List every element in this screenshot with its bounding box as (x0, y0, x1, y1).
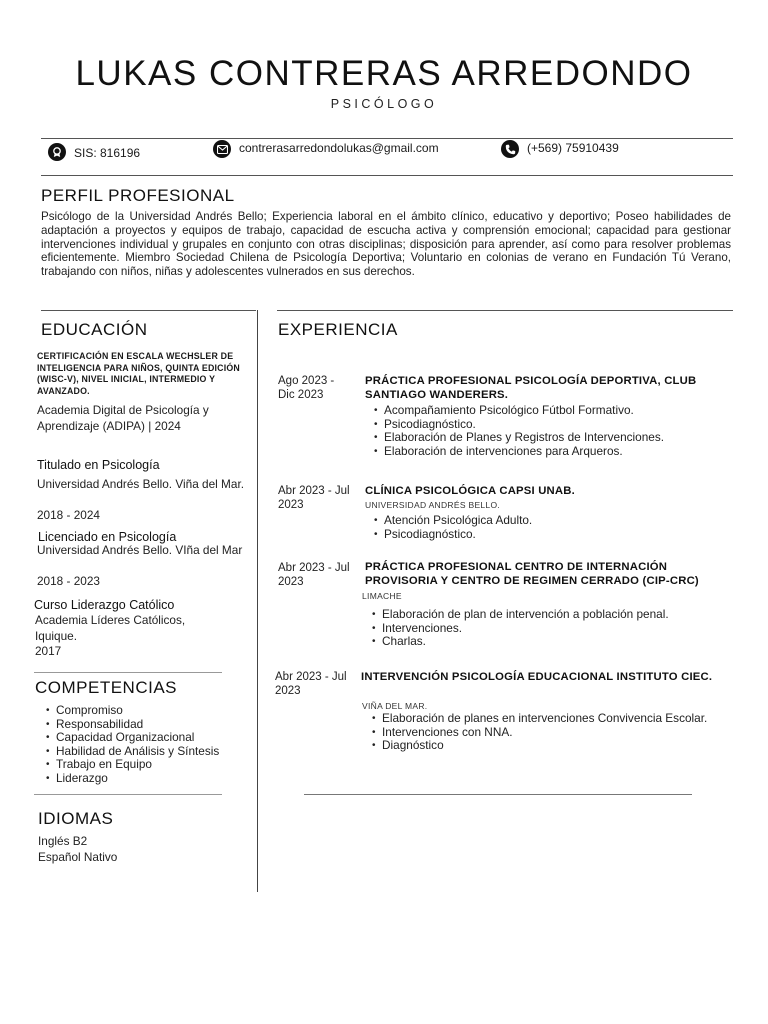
education-title: EDUCACIÓN (41, 320, 148, 339)
column-divider (257, 310, 258, 892)
skill-item: • Responsabilidad (46, 718, 219, 732)
education-item-4-heading: Curso Liderazgo Católico (34, 598, 175, 612)
languages-divider (34, 794, 222, 795)
experience-bullet: • Intervenciones con NNA. (372, 726, 722, 740)
mail-icon (213, 140, 231, 158)
experience-title: EXPERIENCIA (278, 320, 398, 339)
experience-1-title: PRÁCTICA PROFESIONAL PSICOLOGÍA DEPORTIVA, CLUB SANTIAGO WANDERERS. (365, 375, 697, 401)
education-item-2-heading: Titulado en Psicología (37, 458, 160, 472)
phone-number[interactable]: (+569) 75910439 (527, 140, 619, 155)
candidate-role: PSICÓLOGO (330, 97, 438, 111)
education-item-1-heading: CERTIFICACIÓN EN ESCALA WECHSLER DE INTELIGENCIA PARA NIÑOS, QUINTA EDICIÓN (WISC-V), NIVEL INICIAL, INTERMEDIO Y AVANZADO. (37, 351, 240, 396)
experience-2-title: CLÍNICA PSICOLÓGICA CAPSI UNAB. (365, 485, 575, 497)
experience-bullet: • Acompañamiento Psicológico Fútbol Formativo. (374, 404, 734, 418)
experience-bullet: • Elaboración de planes en intervenciones Convivencia Escolar. (372, 712, 722, 726)
left-section-divider (41, 310, 256, 311)
contact-phone[interactable] (501, 140, 619, 158)
experience-bullet: • Elaboración de Planes y Registros de Intervenciones. (374, 431, 734, 445)
skills-title: COMPETENCIAS (35, 678, 178, 697)
experience-4-bullets (372, 712, 722, 753)
profile-title: PERFIL PROFESIONAL (41, 186, 235, 205)
skill-item: • Trabajo en Equipo (46, 758, 219, 772)
experience-bullet: • Psicodiagnóstico. (374, 418, 734, 432)
experience-bullet: • Intervenciones. (372, 622, 734, 636)
education-item-3-institution: Universidad Andrés Bello. VIña del Mar (37, 543, 243, 557)
badge-icon (48, 143, 66, 161)
skills-divider (34, 672, 222, 673)
experience-1-bullets (374, 404, 734, 458)
experience-bullet: • Elaboración de plan de intervención a población penal. (372, 608, 734, 622)
education-item-1-institution: Academia Digital de Psicología y Aprendizaje (ADIPA) | 2024 (37, 403, 209, 433)
experience-2-bullets (374, 514, 734, 541)
skills-list (46, 704, 219, 785)
contact-sis (48, 143, 140, 161)
education-item-4-institution: Academia Líderes Católicos, Iquique. (35, 613, 186, 643)
experience-3-org: LIMACHE (362, 591, 402, 601)
experience-bullet: • Atención Psicológica Adulto. (374, 514, 734, 528)
contact-divider-bottom (41, 175, 733, 176)
right-section-divider (277, 310, 733, 311)
experience-2-org: UNIVERSIDAD ANDRÉS BELLO. (365, 500, 501, 510)
education-item-4-years: 2017 (35, 644, 62, 658)
education-item-2-years: 2018 - 2024 (37, 508, 100, 522)
experience-1-date: Ago 2023 - Dic 2023 (278, 375, 335, 401)
language-item: Inglés B2 (38, 834, 88, 848)
experience-bullet: • Psicodiagnóstico. (374, 528, 734, 542)
experience-4-date: Abr 2023 - Jul 2023 (275, 671, 347, 697)
sis-number: SIS: 816196 (74, 146, 141, 160)
contact-divider-top (41, 138, 733, 139)
phone-icon (501, 140, 519, 158)
skill-item: • Liderazgo (46, 772, 219, 786)
education-item-3-heading: Licenciado en Psicología (38, 530, 177, 544)
skill-item: • Habilidad de Análisis y Síntesis (46, 745, 219, 759)
experience-2-date: Abr 2023 - Jul 2023 (278, 485, 350, 511)
education-item-2-institution: Universidad Andrés Bello. Viña del Mar. (37, 477, 244, 491)
experience-3-bullets (372, 608, 734, 649)
contact-email[interactable] (213, 140, 439, 158)
experience-4-org: VIÑA DEL MAR. (362, 701, 428, 711)
experience-bullet: • Diagnóstico (372, 739, 722, 753)
experience-3-date: Abr 2023 - Jul 2023 (278, 562, 350, 588)
experience-3-title: PRÁCTICA PROFESIONAL CENTRO DE INTERNACIÓN PROVISORIA Y CENTRO DE REGIMEN CERRADO (CIP-CRC) (365, 561, 699, 587)
experience-4-title: INTERVENCIÓN PSICOLOGÍA EDUCACIONAL INSTITUTO CIEC. (361, 671, 713, 683)
experience-bullet: • Elaboración de intervenciones para Arqueros. (374, 445, 734, 459)
skill-item: • Capacidad Organizacional (46, 731, 219, 745)
email-address[interactable]: contrerasarredondolukas@gmail.com (239, 140, 439, 155)
education-item-3-years: 2018 - 2023 (37, 574, 100, 588)
languages-title: IDIOMAS (38, 809, 114, 828)
experience-bullet: • Charlas. (372, 635, 734, 649)
candidate-name: LUKAS CONTRERAS ARREDONDO (75, 54, 693, 93)
language-item: Español Nativo (38, 850, 118, 864)
experience-end-divider (304, 794, 692, 795)
profile-text: Psicólogo de la Universidad Andrés Bello; Experiencia laboral en el ámbito clínico, educativo y deportivo; Poseo habilidades de adaptación a proyectos y equipos de trabajo, capacidad de escucha activa y comprensión emocional; capacidad para gestionar intervenciones individual y grupales en conjunto con otras disciplinas; disposición para aprender, así como para resolver problemas eficientemente. Miembro Sociedad Chilena de Psicología Deportiva; Voluntario en colonias de verano en Fundación Tú Verano, trabajando con niños, niñas y adolescentes vulnerados en sus derechos. (41, 210, 731, 279)
skill-item: • Compromiso (46, 704, 219, 718)
